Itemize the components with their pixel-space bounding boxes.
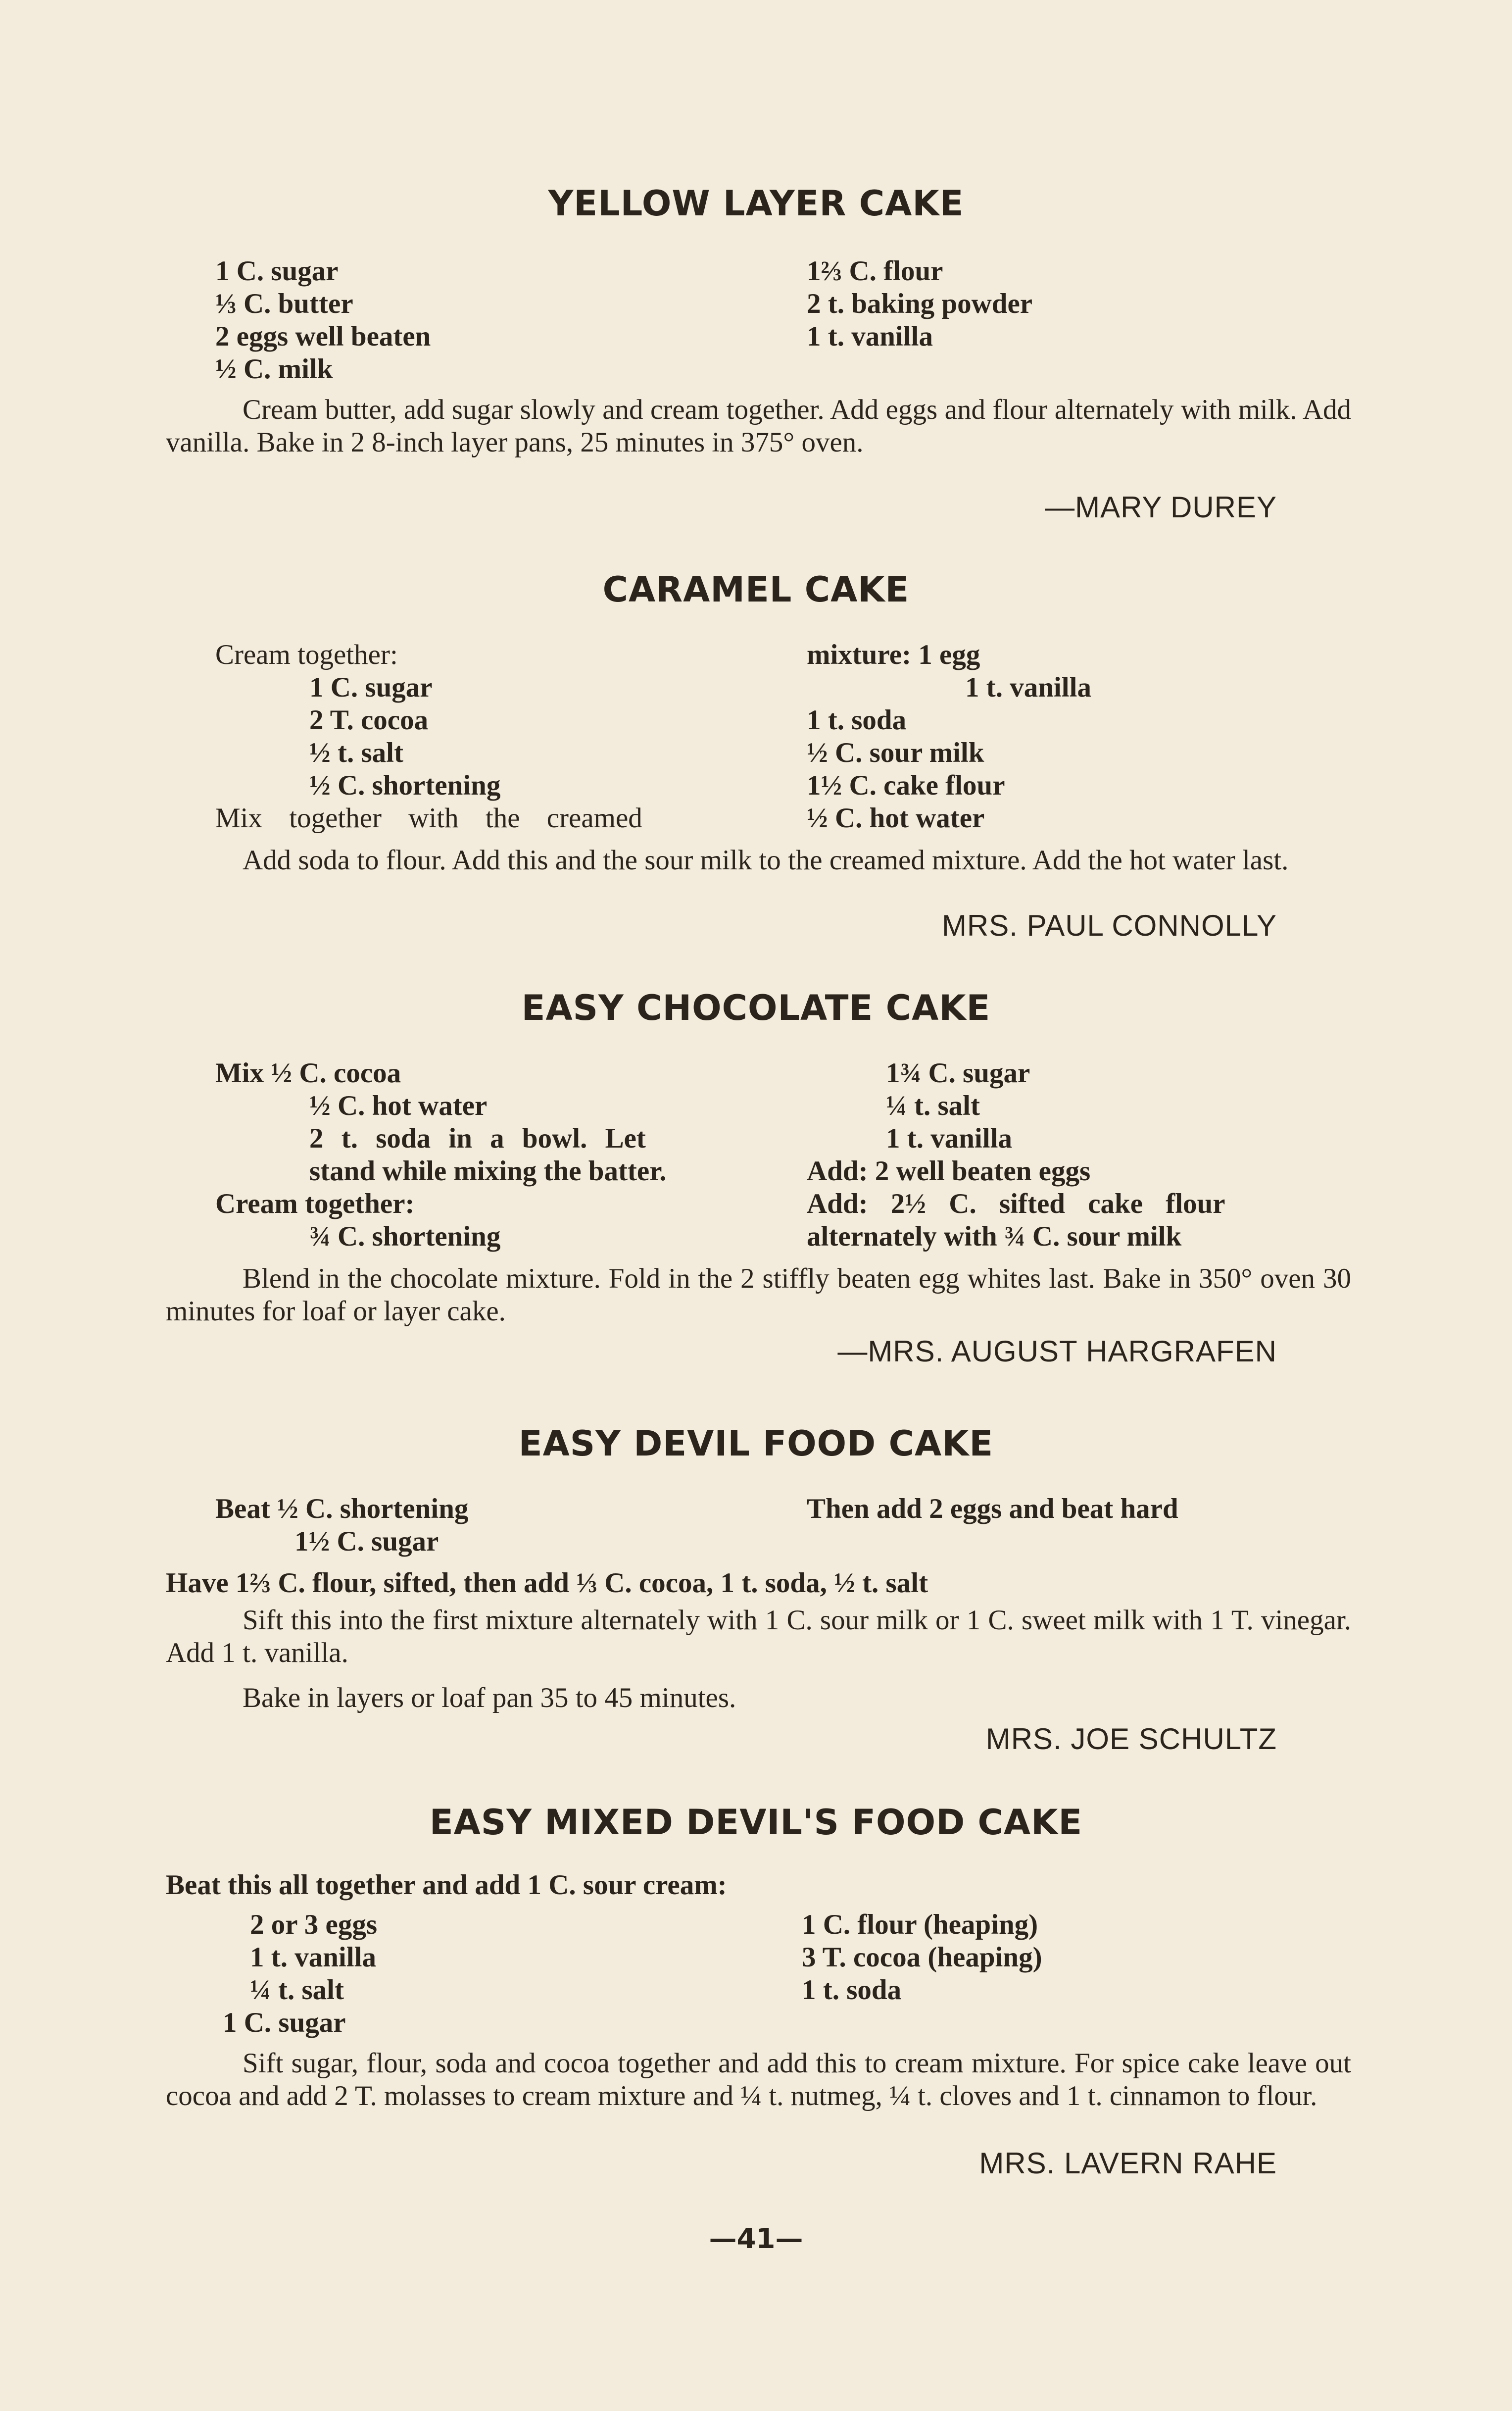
ingredient: mixture: 1 egg (807, 639, 980, 670)
ingredient-intro-mixed: Beat this all together and add 1 C. sour cream: (166, 1869, 727, 1901)
ingredients-left-devil (215, 1493, 468, 1558)
ingredient: 1 t. vanilla (886, 1123, 1012, 1154)
ingredient: 1 t. vanilla (965, 672, 1091, 703)
ingredient: ½ C. shortening (309, 770, 501, 801)
author-yellow: —MARY DUREY (1045, 491, 1277, 524)
recipe-title-easy-mixed-devils-food-cake: EASY MIXED DEVIL'S FOOD CAKE (429, 1802, 1083, 1843)
directions-chocolate: Blend in the chocolate mixture. Fold in the 2 stiffly beaten egg whites last. Bake in 350° oven 30 minutes for loaf or layer cake. (166, 1263, 1351, 1327)
ingredient: Beat ½ C. shortening (215, 1493, 469, 1524)
ingredient: 1 t. soda (802, 1974, 902, 2006)
ingredient: ½ C. sour milk (807, 737, 984, 768)
directions-devil: Sift this into the first mixture alternately with 1 C. sour milk or 1 C. sweet milk with 1 T. vinegar. Add 1 t. vanilla. (166, 1605, 1351, 1668)
ingredient: 2 eggs well beaten (215, 321, 431, 352)
ingredient: stand while mixing the batter. (309, 1155, 667, 1187)
ingredient: ¼ t. salt (250, 1974, 344, 2006)
ingredients-left-caramel (215, 639, 642, 835)
ingredient: 1 C. sugar (223, 2007, 346, 2038)
recipe-title-caramel-cake: CARAMEL CAKE (602, 569, 910, 610)
ingredient: 1⅔ C. flour (807, 255, 943, 287)
ingredient: Cream together: (215, 639, 398, 670)
recipe-title-easy-devil-food-cake: EASY DEVIL FOOD CAKE (518, 1423, 994, 1464)
ingredients-left-yellow (215, 255, 431, 386)
ingredient: 2 T. cocoa (309, 704, 429, 736)
ingredient: 1¾ C. sugar (886, 1057, 1030, 1089)
ingredients-right-devil (807, 1493, 1178, 1525)
ingredients-left-mixed (223, 1909, 378, 2039)
directions-caramel: Add soda to flour. Add this and the sour milk to the creamed mixture. Add the hot water last. (243, 845, 1289, 876)
ingredient: 1 C. sugar (309, 672, 433, 703)
ingredient: 2 or 3 eggs (250, 1909, 378, 1940)
ingredient: 1 C. flour (heaping) (802, 1909, 1038, 1940)
ingredient: 2 t. baking powder (807, 288, 1033, 319)
recipe-title-easy-chocolate-cake: EASY CHOCOLATE CAKE (521, 988, 991, 1028)
recipe-title-yellow-layer-cake: YELLOW LAYER CAKE (548, 183, 964, 224)
ingredients-right-caramel (807, 639, 1091, 835)
ingredients-right-yellow (807, 255, 1032, 353)
ingredient: Cream together: (215, 1188, 415, 1219)
ingredient: Then add 2 eggs and beat hard (807, 1493, 1178, 1524)
ingredient: Mix ½ C. cocoa (215, 1057, 401, 1089)
ingredient: 1 t. vanilla (250, 1942, 376, 1973)
ingredient: Add: 2 well beaten eggs (807, 1155, 1091, 1187)
ingredient: ¼ t. salt (886, 1090, 980, 1121)
directions-yellow: Cream butter, add sugar slowly and cream together. Add eggs and flour alternately with milk. Add vanilla. Bake in 2 8-inch layer pans, 25 minutes in 375° oven. (166, 394, 1351, 458)
directions-devil-bake: Bake in layers or loaf pan 35 to 45 minutes. (243, 1682, 736, 1713)
ingredient: 1½ C. sugar (294, 1526, 439, 1557)
ingredient-line-devil: Have 1⅔ C. flour, sifted, then add ⅓ C. cocoa, 1 t. soda, ½ t. salt (166, 1567, 928, 1599)
directions-mixed: Sift sugar, flour, soda and cocoa together and add this to cream mixture. For spice cake leave out cocoa and add 2 T. molasses to cream mixture and ¼ t. nutmeg, ¼ t. cloves and 1 t. cinnamon to flour. (166, 2048, 1351, 2111)
ingredient: ⅓ C. butter (215, 288, 353, 319)
ingredients-left-chocolate (215, 1057, 667, 1253)
ingredients-right-chocolate (807, 1057, 1225, 1253)
ingredient: alternately with ¾ C. sour milk (807, 1221, 1182, 1252)
ingredient: 3 T. cocoa (heaping) (802, 1942, 1042, 1973)
author-chocolate: —MRS. AUGUST HARGRAFEN (837, 1335, 1277, 1368)
author-caramel: MRS. PAUL CONNOLLY (941, 909, 1277, 942)
author-mixed: MRS. LAVERN RAHE (979, 2147, 1277, 2180)
ingredient: 1 t. soda (807, 704, 907, 736)
ingredient: 1 t. vanilla (807, 321, 933, 352)
ingredient: ½ C. hot water (309, 1090, 488, 1121)
ingredient: Mix together with the creamed (215, 803, 642, 834)
ingredient: ¾ C. shortening (309, 1221, 501, 1252)
ingredient: Add: 2½ C. sifted cake flour (807, 1188, 1225, 1219)
ingredients-right-mixed (802, 1909, 1042, 2007)
author-devil: MRS. JOE SCHULTZ (985, 1722, 1277, 1756)
ingredient: 2 t. soda in a bowl. Let (309, 1123, 646, 1154)
ingredient: ½ C. hot water (807, 803, 985, 834)
ingredient: ½ C. milk (215, 353, 333, 385)
ingredient: 1½ C. cake flour (807, 770, 1005, 801)
ingredient: ½ t. salt (309, 737, 403, 768)
ingredient: 1 C. sugar (215, 255, 339, 287)
page-number: —41— (709, 2223, 803, 2255)
